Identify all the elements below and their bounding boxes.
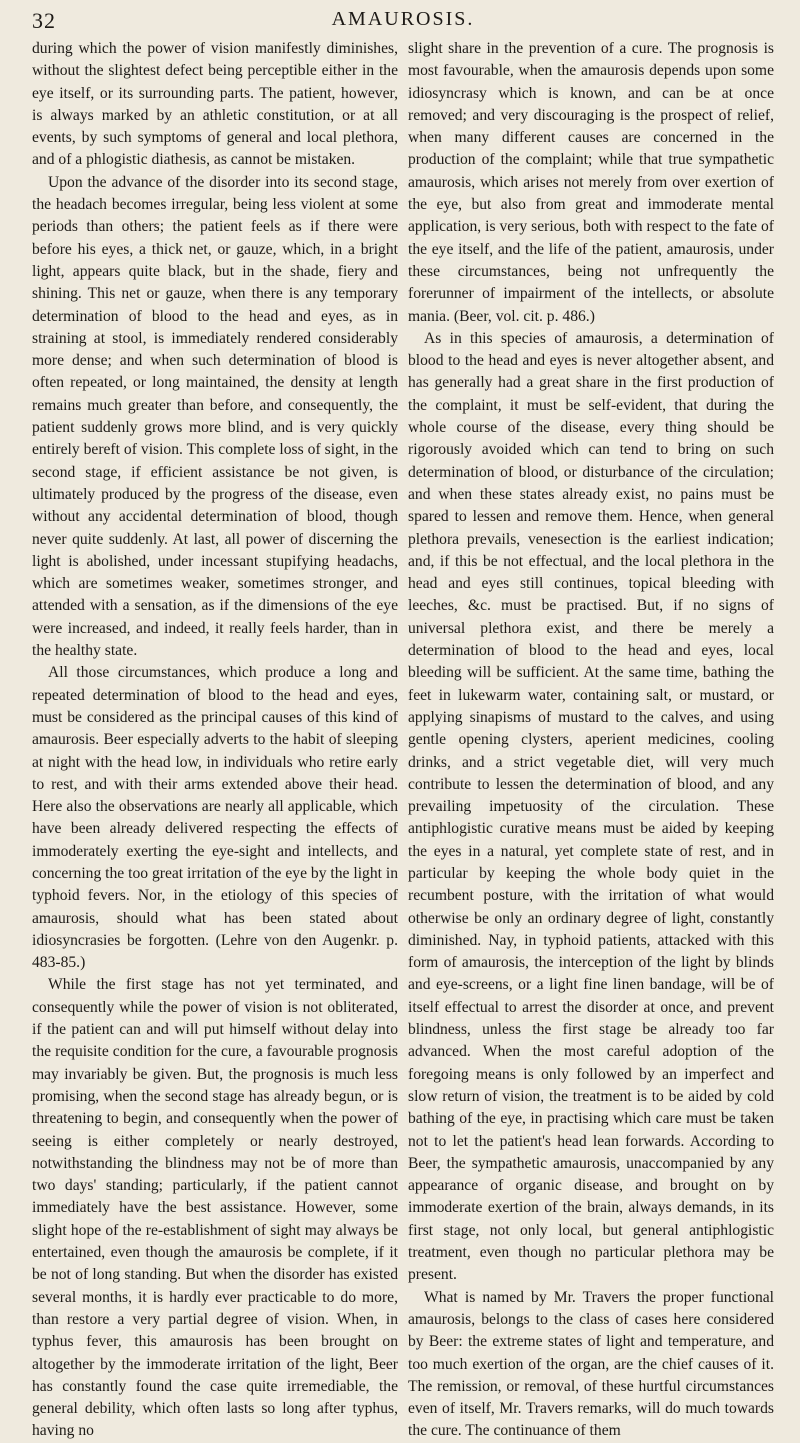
paragraph: While the first stage has not yet terminated, and consequently while the power of vision is not obliterated, if the patient can and will put himself without delay into the requisite condition for the cure, a favourable prognosis may invariably be given. But, the prognosis is much less promising, when the second stage has already begun, or is threatening to begin, and consequently when the power of seeing is either completely or nearly destroyed, notwithstanding the blindness may not be of more than two days' standing; particularly, if the patient cannot immediately have the best assistance. However, some slight hope of the re-establishment of sight may always be entertained, even though the amaurosis be complete, if it be not of long standing. But when the disorder has existed several months, it is hardly ever practicable to do more, than restore a very partial degree of vision. When, in typhus fever, this amaurosis has been brought on altogether by the immoderate irritation of the light, Beer has constantly found the case quite irremediable, the general debility, which often lasts so long after typhus, having no bbox=[32, 976, 398, 1440]
paragraph: slight share in the prevention of a cure. The prognosis is most favourable, when the amaurosis depends upon some idiosyncrasy which is known, and can be at once removed; and very discouraging is the prospect of relief, when many different causes are concerned in the production of the complaint; while that true sympathetic amaurosis, which arises not merely from over exertion of the eye, but also from great and immoderate mental application, is very serious, both with respect to the fate of the eye itself, and the life of the patient, amaurosis, under these circumstances, being not unfrequently the forerunner of impairment of the intellects, or absolute mania. (Beer, vol. cit. p. 486.) bbox=[408, 40, 774, 325]
running-head bbox=[32, 6, 774, 36]
page-number: 32 bbox=[32, 8, 56, 33]
paragraph: Upon the advance of the disorder into its second stage, the headach becomes irregular, being less violent at some periods than others; the patient feels as if there were before his eyes, a thick net, or gauze, which, in a bright light, appears quite black, but in the shade, fiery and shining. This net or gauze, when there is any temporary determination of blood to the head and eyes, as in straining at stool, is immediately rendered considerably more dense; and when such determination of blood is often repeated, or long maintained, the density at length remains much greater than before, and consequently, the patient suddenly grows more blind, and is very quickly entirely bereft of vision. This complete loss of sight, in the second stage, if efficient assistance be not given, is ultimately produced by the progress of the disease, even without any accidental determination of blood, though never quite suddenly. At last, all power of discerning the light is abolished, under incessant stupifying headachs, which are sometimes weaker, sometimes stronger, and attended with a sensation, as if the dimensions of the eye were increased, and indeed, it really feels harder, than in the healthy state. bbox=[32, 173, 398, 660]
paragraph: All those circumstances, which produce a long and repeated determination of blood to the head and eyes, must be considered as the principal causes of this kind of amaurosis. Beer especially adverts to the habit of sleeping at night with the head low, in individuals who retire early to rest, and with their arms extended above their head. Here also the observations are nearly all applicable, which have been already delivered respecting the effects of immoderately exerting the eye-sight and intellects, and concerning the too great irritation of the eye by the light in typhoid fevers. Nor, in the etiology of this species of amaurosis, should what has been stated about idiosyncrasies be forgotten. (Lehre von den Augenkr. p. 483-85.) bbox=[32, 664, 398, 972]
right-column bbox=[408, 38, 774, 1443]
left-column bbox=[32, 38, 398, 1443]
paragraph: As in this species of amaurosis, a determination of blood to the head and eyes is never altogether absent, and has generally had a great share in the first production of the complaint, it must be self-evident, that during the whole course of the disease, every thing should be rigorously avoided which can tend to bring on such determination of blood, or disturbance of the circulation; and when these states already exist, no pains must be spared to lessen and remove them. Hence, when general plethora prevails, venesection is the earliest indication; and, if this be not effectual, and the local plethora in the head and eyes still continues, topical bleeding with leeches, &c. must be practised. But, if no signs of universal plethora exist, and there be merely a determination of blood to the head and eyes, local bleeding will be sufficient. At the same time, bathing the feet in lukewarm water, containing salt, or mustard, or applying sinapisms of mustard to the calves, and using gentle opening clysters, aperient medicines, cooling drinks, and a strict vegetable diet, will very much contribute to lessen the determination of blood, and any prevailing impetuosity of the circulation. These antiphlogistic curative means must be aided by keeping the eyes in a natural, yet complete state of rest, and in particular by keeping the whole body quiet in the recumbent posture, with the irritation of what would otherwise be only an ordinary degree of light, constantly diminished. Nay, in typhoid patients, attacked with this form of amaurosis, the interception of the light by blinds and eye-screens, or a light fine linen bandage, will be of itself effectual to arrest the disorder at once, and prevent blindness, unless the first stage be already too far advanced. When the most careful adoption of the foregoing means is only followed by an imperfect and slow return of vision, the treatment is to be aided by cold bathing of the eye, in practising which care must be taken not to let the patient's head lean forwards. According to Beer, the sympathetic amaurosis, unaccompanied by any appearance of organic disease, and brought on by immoderate exertion of the brain, always demands, in its first stage, not only local, but general antiphlogistic treatment, even though no particular plethora may be present. bbox=[408, 329, 774, 1284]
two-column-body bbox=[32, 38, 774, 1443]
paragraph: What is named by Mr. Travers the proper functional amaurosis, belongs to the class of cases here considered by Beer: the extreme states of light and temperature, and too much exertion of the organ, are the chief causes of it. The remission, or removal, of these hurtful circumstances even of itself, Mr. Travers remarks, will do much towards the cure. The continuance of them bbox=[408, 1288, 774, 1440]
paragraph: during which the power of vision manifestly diminishes, without the slightest defect being perceptible either in the eye itself, or its surrounding parts. The patient, however, is always marked by an athletic constitution, or at all events, by such symptoms of general and local plethora, and of a phlogistic diathesis, as cannot be mistaken. bbox=[32, 40, 398, 169]
running-title: AMAUROSIS. bbox=[331, 8, 475, 30]
